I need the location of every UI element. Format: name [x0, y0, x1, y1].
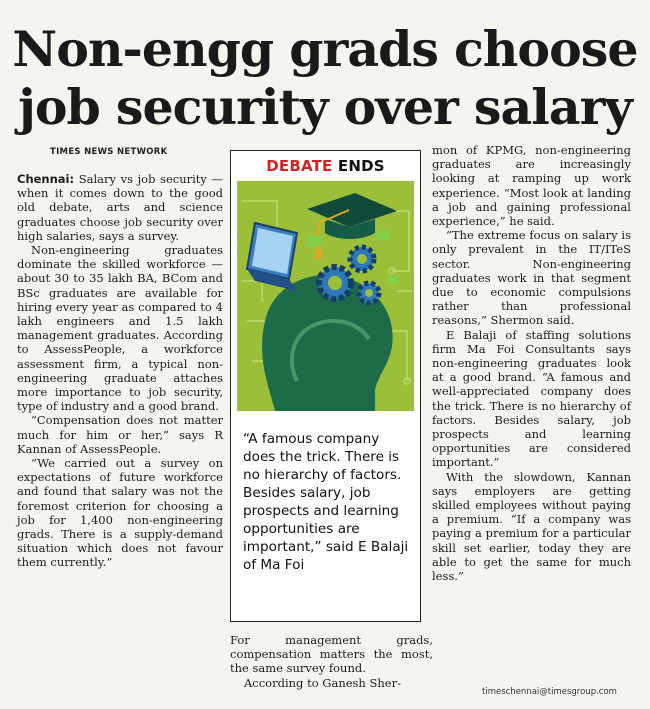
paragraph-2: Non-engineering graduates dominate the skilled workforce — about 30 to 35 lakh BA, BCom and BSc graduates are available for hiring every year as compared to 4 lakh engineers and 1.5 lakh management graduates. According to AssessPeople, a workforce assessment firm, a typical non-engineering graduate attaches more importance to job security, type of industry and a good brand. — [17, 243, 223, 414]
illustration-head-gears-icon — [237, 181, 414, 411]
gear-icon-medium — [350, 247, 374, 271]
paragraph-7: “The extreme focus on salary is only prevalent in the IT/ITeS sector. Non-engineering graduates work in that segment due to economic compulsions rather than professional reasons,” Shermon said. — [432, 228, 631, 328]
article-column-1 — [17, 172, 223, 570]
paragraph-9: With the slowdown, Kannan says employers are getting skilled employees without paying a premium. “If a company was paying a premium for a particular skill set earlier, today they are able to get the same for much less.” — [432, 469, 631, 584]
headline-line-1: Non-engg grads choose — [12, 20, 638, 78]
pull-quote: “A famous company does the trick. There is no hierarchy of factors. Besides salary, job prospects and learning opportunities are important,” said E Balaji of Ma Foi — [243, 431, 409, 573]
sidebar-title — [231, 157, 420, 175]
paragraph-6-start: According to Ganesh Sher- — [244, 675, 401, 690]
sidebar-title-debate: DEBATE — [266, 157, 333, 175]
sidebar-box — [230, 150, 421, 622]
paragraph-3: “Compensation does not matter much for him or her,” says R Kannan of AssessPeople. — [17, 413, 223, 456]
dateline: Chennai: — [17, 172, 75, 186]
paragraph-4: “We carried out a survey on expectations of future workforce and found that salary was not the foremost criterion for choosing a job for 1,400 non-engineering grads. There is a supply-demand situation which does not favour them currently.” — [17, 456, 223, 570]
paragraph-8: E Balaji of staffing solutions firm Ma Foi Consultants says non-engineering graduates look at a good brand. “A famous and well-appreciated company does the trick. There is no hierarchy of factors. Besides salary, job prospects and learning opportunities are considered important.” — [432, 327, 631, 470]
paragraph-6-cont: mon of KPMG, non-engineering graduates are increasingly looking at ramping up work experience. “Most look at landing a job and gaining professional experience,” he said. — [432, 143, 631, 229]
byline: TIMES NEWS NETWORK — [50, 147, 168, 157]
paragraph-1-text: Salary vs job security — when it comes down to the good old debate, arts and science graduates choose job security over high salaries, says a survey. — [17, 172, 224, 243]
contact-email: timeschennai@timesgroup.com — [482, 687, 617, 697]
headline-line-2: job security over salary — [18, 78, 632, 136]
sidebar-title-ends: ENDS — [337, 157, 385, 175]
gear-icon-small — [359, 283, 379, 303]
gear-icon-large — [319, 267, 351, 299]
article-column-2 — [230, 633, 433, 690]
paragraph-5: For management grads, compensation matters the most, the same survey found. — [230, 633, 433, 676]
article-column-3 — [432, 143, 631, 583]
paragraph-1 — [17, 172, 223, 243]
